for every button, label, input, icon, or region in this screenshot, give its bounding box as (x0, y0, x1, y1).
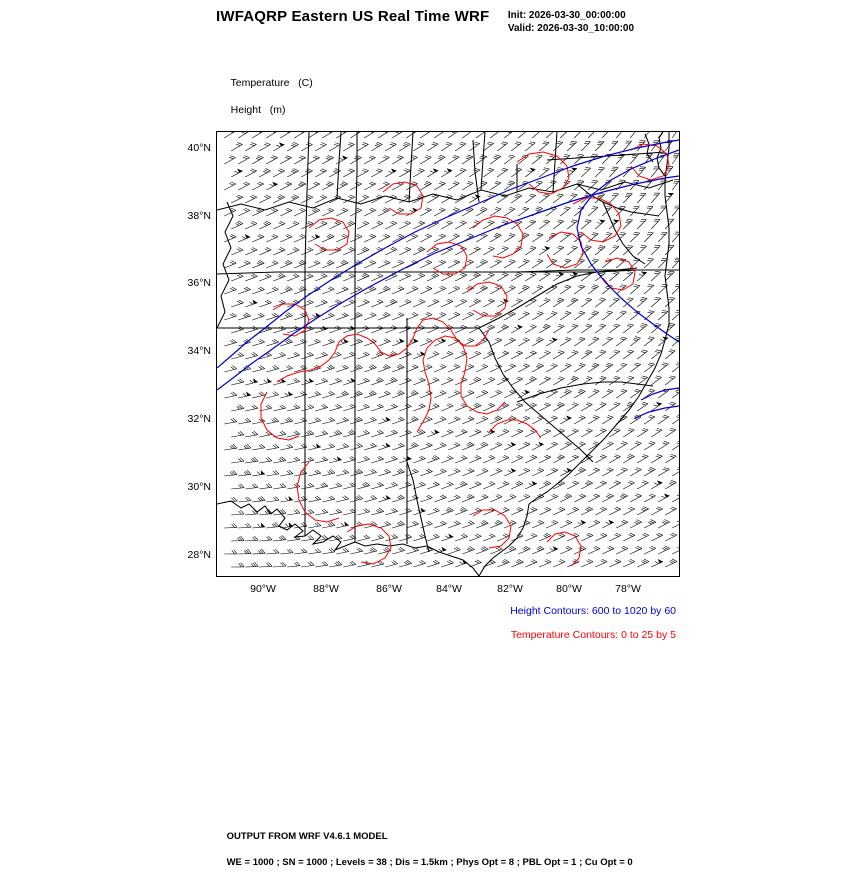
xtick-82w: 82°W (497, 583, 523, 595)
ytick-40n: 40°N (187, 142, 211, 154)
valid-time: Valid: 2026-03-30_10:00:00 (507, 23, 635, 34)
xtick-84w: 84°W (436, 583, 462, 595)
footer-line-1: OUTPUT FROM WRF V4.6.1 MODEL (226, 831, 388, 842)
xtick-86w: 86°W (376, 583, 402, 595)
height-contour-caption: Height Contours: 600 to 1020 by 60 (510, 605, 676, 617)
ytick-38n: 38°N (187, 210, 211, 222)
run-time-block (508, 8, 634, 35)
xtick-80w: 80°W (556, 583, 582, 595)
ytick-28n: 28°N (187, 549, 211, 561)
temperature-contour-caption: Temperature Contours: 0 to 25 by 5 (510, 629, 676, 641)
footer-line-2: WE = 1000 ; SN = 1000 ; Levels = 38 ; Dis = 1.5km ; Phys Opt = 8 ; PBL Opt = 1 ; Cu Opt = 0 (226, 857, 633, 868)
axis-tick-labels (187, 131, 680, 595)
ytick-34n: 34°N (187, 345, 211, 357)
xtick-78w: 78°W (615, 583, 641, 595)
ytick-36n: 36°N (187, 277, 211, 289)
page-title: IWFAQRP Eastern US Real Time WRF (215, 8, 490, 25)
xtick-90w: 90°W (250, 583, 276, 595)
xtick-88w: 88°W (313, 583, 339, 595)
legend-temperature: Temperature (C) (230, 76, 313, 89)
ytick-32n: 32°N (187, 413, 211, 425)
ytick-30n: 30°N (187, 481, 211, 493)
figure-header (0, 8, 850, 35)
init-time: Init: 2026-03-30_00:00:00 (507, 10, 626, 21)
legend-height: Height (m) (230, 103, 286, 116)
